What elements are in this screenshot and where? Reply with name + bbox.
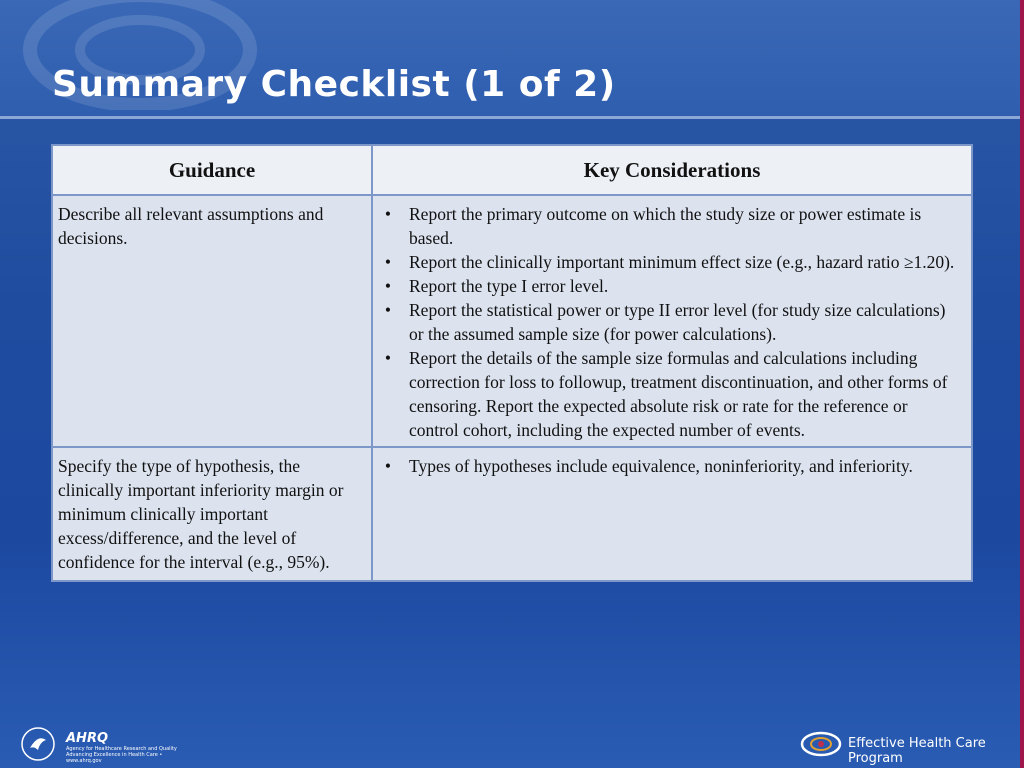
table-row xyxy=(52,195,972,447)
list-item-text: Report the type I error level. xyxy=(409,276,609,296)
considerations-cell xyxy=(372,447,972,581)
list-item-text: Types of hypotheses include equivalence, noninferiority, and inferiority. xyxy=(409,456,913,476)
bullet-icon: • xyxy=(384,300,392,320)
list-item xyxy=(378,346,959,442)
hhs-eagle-logo-icon xyxy=(20,726,56,762)
list-item xyxy=(378,274,959,298)
list-item xyxy=(378,250,959,274)
checklist-table xyxy=(51,144,973,582)
list-item-text: Report the statistical power or type II error level (for study size calculations) or the assumed sample size (for power calculations). xyxy=(409,300,946,344)
list-item-text: Report the primary outcome on which the study size or power estimate is based. xyxy=(409,204,922,248)
bullet-icon: • xyxy=(384,456,392,476)
considerations-list xyxy=(378,454,959,478)
guidance-cell: Describe all relevant assumptions and decisions. xyxy=(52,195,372,447)
effective-health-care-logo-icon xyxy=(800,730,842,758)
bullet-icon: • xyxy=(384,252,392,272)
header-divider xyxy=(0,116,1024,119)
bullet-icon: • xyxy=(384,204,392,224)
effective-health-care-program-text: Effective Health Care Program xyxy=(848,736,986,766)
header-guidance: Guidance xyxy=(52,145,372,195)
table-row xyxy=(52,447,972,581)
bullet-icon: • xyxy=(384,276,392,296)
accent-edge xyxy=(1020,0,1024,768)
list-item xyxy=(378,454,959,478)
guidance-cell: Specify the type of hypothesis, the clinically important inferiority margin or minimum clinically important excess/difference, and the level of confidence for the interval (e.g., 95%). xyxy=(52,447,372,581)
list-item-text: Report the details of the sample size formulas and calculations including correction for loss to followup, treatment discontinuation, and other forms of censoring. Report the expected absolute risk or rate for the reference or control cohort, including the expected number of events. xyxy=(409,348,948,440)
list-item xyxy=(378,298,959,346)
list-item-text: Report the clinically important minimum effect size (e.g., hazard ratio ≥1.20). xyxy=(409,252,955,272)
ahrq-tagline: Agency for Healthcare Research and Quality Advancing Excellence in Health Care • www.ahrq.gov xyxy=(66,746,177,764)
bullet-icon: • xyxy=(384,348,392,368)
list-item xyxy=(378,202,959,250)
slide-title: Summary Checklist (1 of 2) xyxy=(52,64,616,105)
considerations-list xyxy=(378,202,959,442)
ahrq-logo: AHRQ xyxy=(66,731,109,746)
table-header-row xyxy=(52,145,972,195)
considerations-cell xyxy=(372,195,972,447)
header-key-considerations: Key Considerations xyxy=(372,145,972,195)
